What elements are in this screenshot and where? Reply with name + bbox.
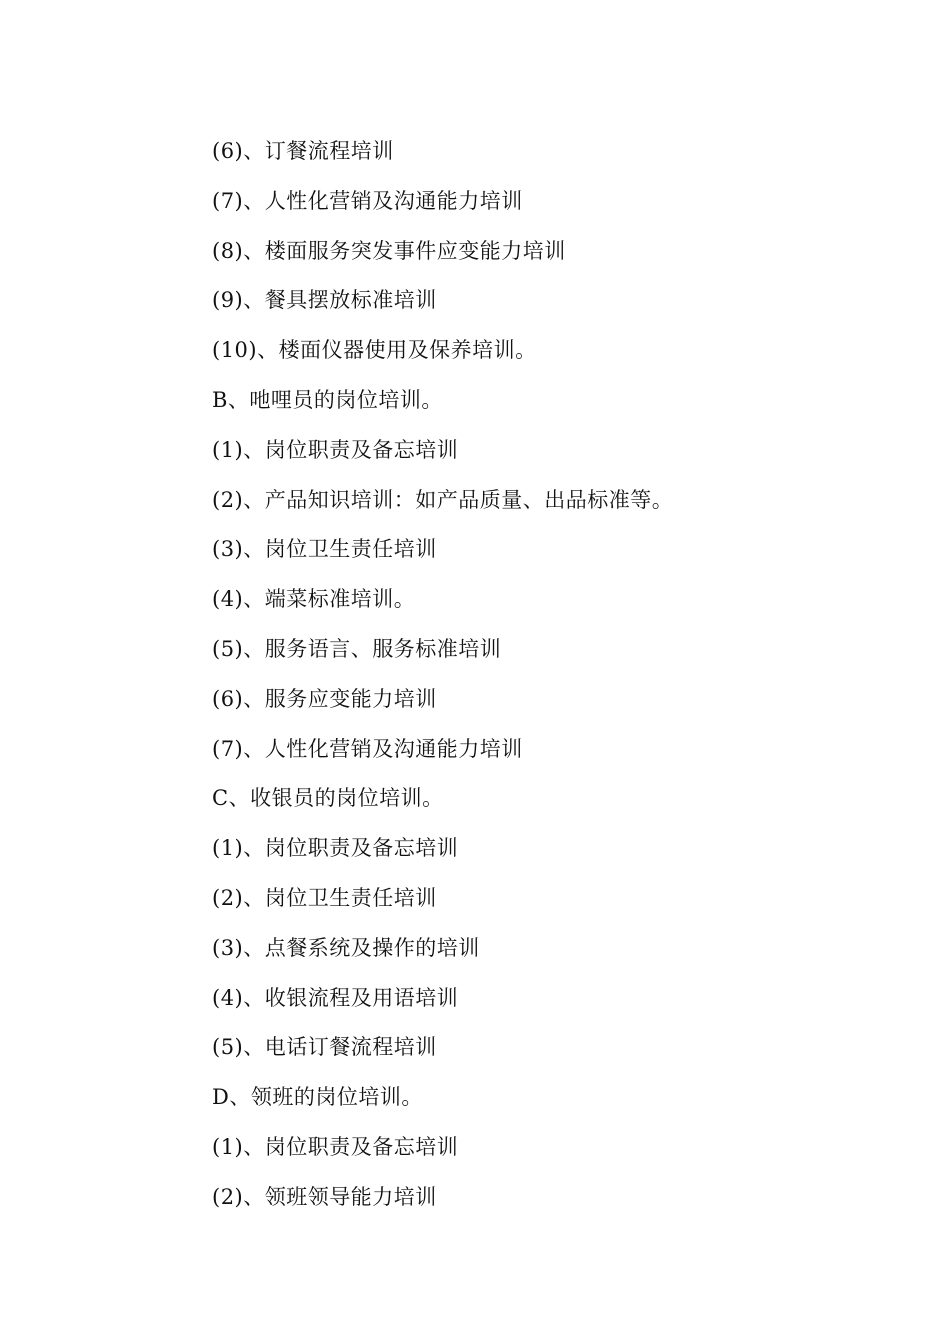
text-line: (4)、收银流程及用语培训 <box>212 985 459 1010</box>
text-line: (10)、楼面仪器使用及保养培训。 <box>212 338 537 363</box>
text-line: (7)、人性化营销及沟通能力培训 <box>212 736 523 761</box>
text-line: (1)、岗位职责及备忘培训 <box>212 1134 459 1159</box>
text-line: (7)、人性化营销及沟通能力培训 <box>212 188 523 213</box>
text-line: (3)、岗位卫生责任培训 <box>212 537 437 562</box>
text-line: (8)、楼面服务突发事件应变能力培训 <box>212 238 566 263</box>
text-line: (4)、端菜标准培训。 <box>212 587 416 612</box>
section-heading: D、领班的岗位培训。 <box>212 1085 423 1110</box>
text-line: (5)、服务语言、服务标准培训 <box>212 636 502 661</box>
text-body <box>212 131 912 1227</box>
text-line: (9)、餐具摆放标准培训 <box>212 288 437 313</box>
text-line: (6)、服务应变能力培训 <box>212 686 437 711</box>
text-line: (2)、领班领导能力培训 <box>212 1184 437 1209</box>
text-line: (1)、岗位职责及备忘培训 <box>212 437 459 462</box>
text-line: (2)、岗位卫生责任培训 <box>212 885 437 910</box>
text-line: (6)、订餐流程培训 <box>212 139 394 163</box>
text-line: (2)、产品知识培训：如产品质量、出品标准等。 <box>212 487 674 512</box>
section-heading: B、吔哩员的岗位培训。 <box>212 387 443 412</box>
text-line: (5)、电话订餐流程培训 <box>212 1035 437 1060</box>
text-line: (1)、岗位职责及备忘培训 <box>212 836 459 861</box>
section-heading: C、收银员的岗位培训。 <box>212 786 444 811</box>
text-line: (3)、点餐系统及操作的培训 <box>212 935 480 960</box>
